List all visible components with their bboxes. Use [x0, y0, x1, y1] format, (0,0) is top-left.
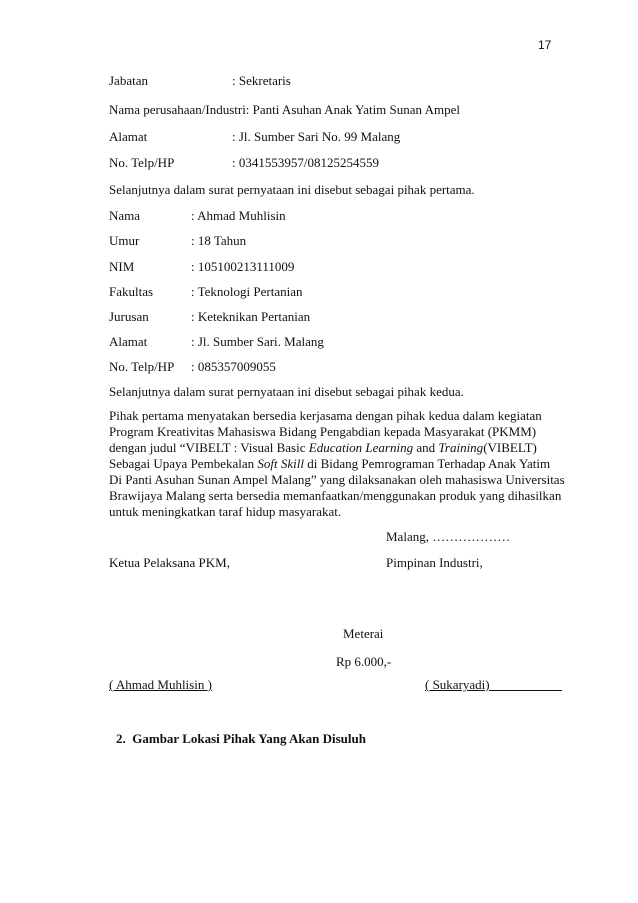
section-heading	[116, 731, 366, 747]
field-label: Alamat	[109, 129, 148, 144]
section-number: 2.	[116, 731, 126, 746]
stamp-label: Meterai	[343, 626, 384, 641]
field-value: : 105100213111009	[191, 259, 295, 274]
second-party-closing: Selanjutnya dalam surat pernyataan ini disebut sebagai pihak kedua.	[109, 384, 464, 399]
text-run: Sebagai Upaya Pembekalan	[109, 456, 258, 471]
field-value: : Keteknikan Pertanian	[191, 309, 311, 324]
field-value: : Sekretaris	[232, 73, 291, 88]
text-run: (VIBELT)	[483, 440, 537, 455]
stamp-value: Rp 6.000,-	[336, 654, 392, 669]
field-label: Fakultas	[109, 284, 154, 299]
paragraph-line	[109, 456, 569, 472]
field-label: Umur	[109, 233, 140, 248]
paragraph-line: Di Panti Asuhan Sunan Ampel Malang” yang dilaksanakan oleh mahasiswa Universitas	[109, 472, 565, 487]
left-signer-name: ( Ahmad Muhlisin )	[109, 677, 212, 692]
field-label: No. Telp/HP	[109, 359, 175, 374]
field-value: : Jl. Sumber Sari. Malang	[191, 334, 324, 349]
paragraph-line	[109, 440, 569, 456]
signature-underline	[489, 690, 562, 691]
paragraph-line: Pihak pertama menyatakan bersedia kerjasama dengan pihak kedua dalam kegiatan	[109, 408, 542, 423]
italic-text: Training	[438, 440, 484, 455]
field-value: : Ahmad Muhlisin	[191, 208, 286, 223]
field-value: : Jl. Sumber Sari No. 99 Malang	[232, 129, 401, 144]
field-label: No. Telp/HP	[109, 155, 175, 170]
italic-text: Soft Skill	[257, 456, 304, 471]
field-value: : 085357009055	[191, 359, 276, 374]
field-label: Alamat	[109, 334, 148, 349]
field-label: Nama	[109, 208, 141, 223]
field-value: : 18 Tahun	[191, 233, 247, 248]
left-signer-title: Ketua Pelaksana PKM,	[109, 555, 230, 570]
first-party-closing: Selanjutnya dalam surat pernyataan ini disebut sebagai pihak pertama.	[109, 182, 475, 197]
field-perusahaan: Nama perusahaan/Industri: Panti Asuhan Anak Yatim Sunan Ampel	[109, 102, 460, 117]
field-label: Jurusan	[109, 309, 149, 324]
right-signer-title: Pimpinan Industri,	[386, 555, 483, 570]
text-run: dengan judul “VIBELT : Visual Basic	[109, 440, 309, 455]
field-label: NIM	[109, 259, 135, 274]
page-number: 17	[538, 38, 552, 52]
text-run: di Bidang Pemrograman Terhadap Anak Yatim	[303, 456, 551, 471]
paragraph-line: Brawijaya Malang serta bersedia memanfaatkan/menggunakan produk yang dihasilkan	[109, 488, 562, 503]
field-value: : 0341553957/08125254559	[232, 155, 379, 170]
agreement-paragraph	[109, 408, 569, 520]
right-signer-name: ( Sukaryadi)	[425, 677, 490, 692]
section-title: Gambar Lokasi Pihak Yang Akan Disuluh	[132, 731, 366, 746]
text-run: and	[413, 440, 439, 455]
paragraph-line: Program Kreativitas Mahasiswa Bidang Pengabdian kepada Masyarakat (PKMM)	[109, 424, 537, 439]
italic-text: Education Learning	[308, 440, 414, 455]
field-label: Jabatan	[109, 73, 148, 88]
paragraph-line: untuk meningkatkan taraf hidup masyarakat.	[109, 504, 342, 519]
field-value: : Teknologi Pertanian	[191, 284, 303, 299]
place-date: Malang, ………………	[386, 529, 511, 544]
